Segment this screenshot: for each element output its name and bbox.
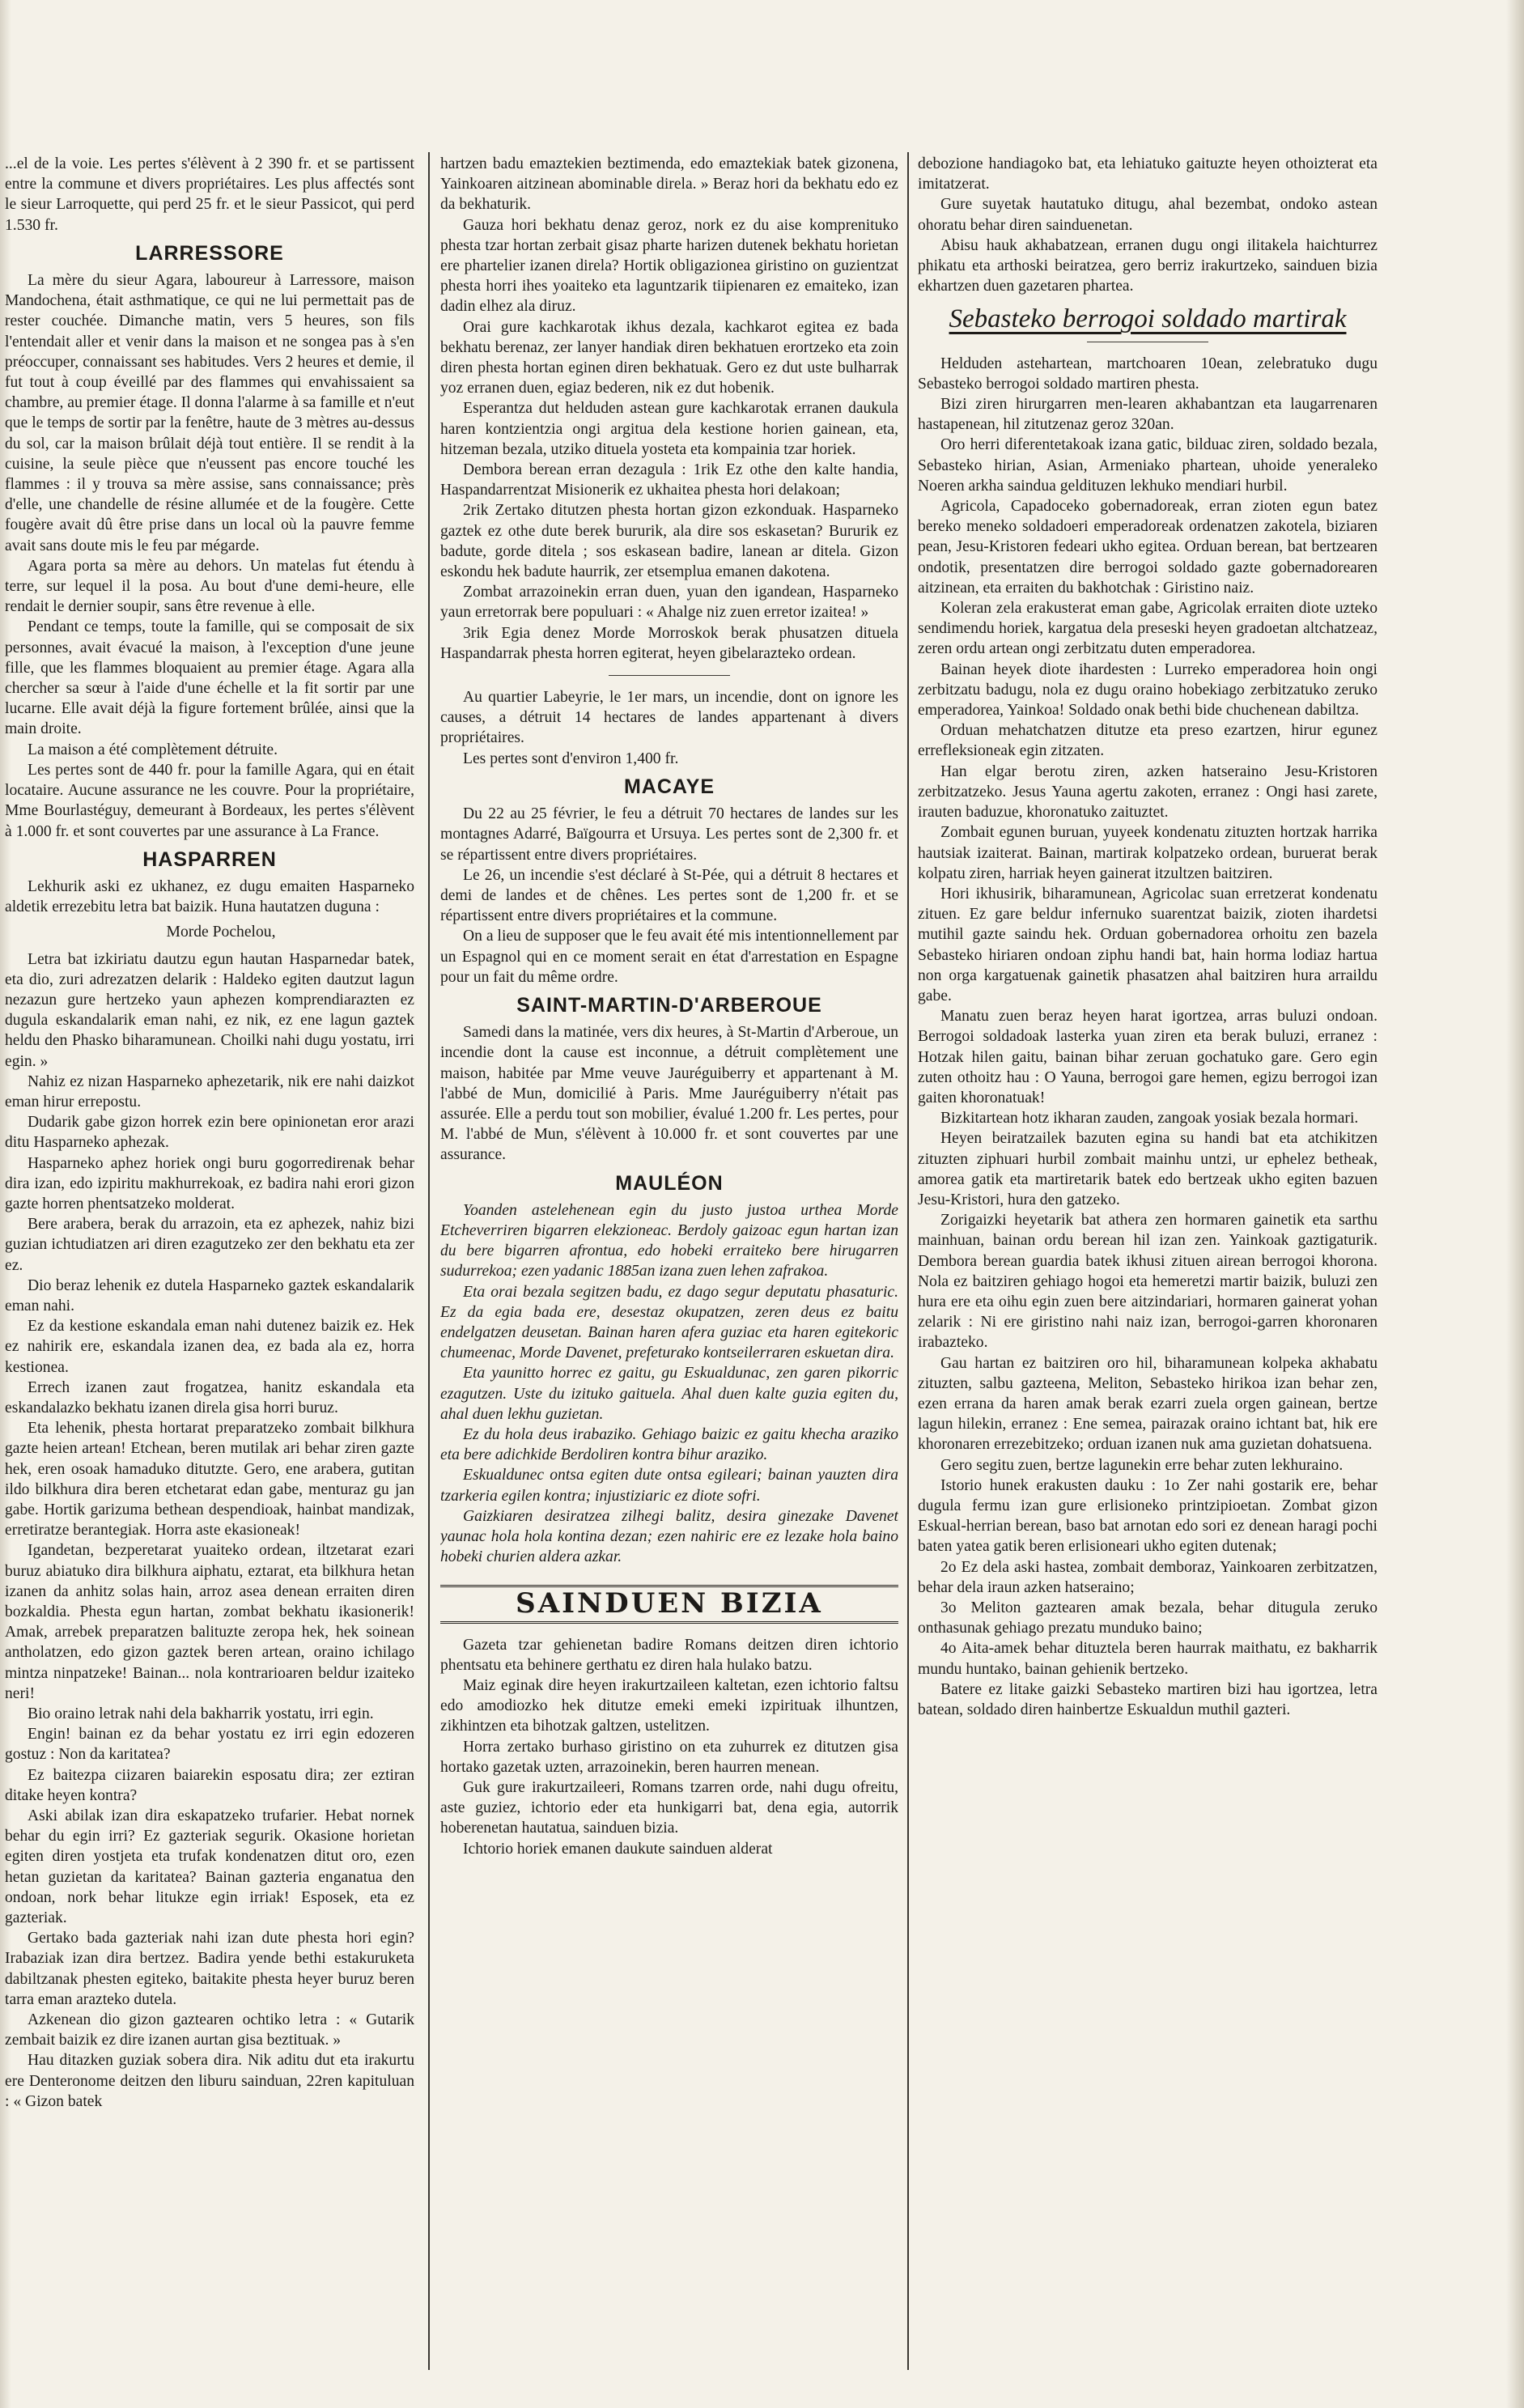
paragraph: Errech izanen zaut frogatzea, hanitz eskandala eta eskandalazko bekhatu izanen direla gisa horri buruz. (5, 1378, 414, 1416)
paragraph: La maison a été complètement détruite. (28, 741, 278, 758)
paragraph: Orai gure kachkarotak ikhus dezala, kachkarot egitea ez bada bekhatu berenaz, zer lanyer handiak diren bekhatuen erortzeko eta zoin diren phesta hortan eginen diren bekhatuak. Gero ez dut uste bulharrak yoz erranen duen, egiaz bederen, nik ez dut hobenik. (440, 318, 898, 397)
paragraph: Hasparneko aphez horiek ongi buru gogorredirenak behar dira izan, edo izpiritu makhurrekoak, ez badira nahi erori gizon gazte horren phentsatzeko molderat. (5, 1154, 414, 1212)
section-heading-mauleon: MAULÉON (615, 1171, 724, 1195)
paragraph: Eta lehenik, phesta hortarat preparatzeko zombait bilkhura gazte heien artean! Etchean, beren mutilak ari behar ziren gazte hek, eren osoak hamaduko ditutzte. Gero, ene arabera, gutitan ildo bilkhura dira beren etchetarat edan gabe, menturaz gu jan gabe. Hortik garizuma bethean despendioak, hainbat mandizak, erretiratze berantegiak. Horra aste ekasioneak! (5, 1420, 414, 1540)
paragraph: Gaizkiaren desiratzea zilhegi balitz, desira ginezake Davenet yaunac hola hola kontina dezan; ezen nahiric ere ez lezake hola baino hobeki churien aldera azkar. (440, 1507, 898, 1566)
paragraph: Hori ikhusirik, biharamunean, Agricolac suan erretzerat kondenatu zituen. Ez gare beldur infernuko suarentzat baizik, zioten ihardetsi mutihil gazte saindu hek. Orduan gobernadorea orhoitu zen bazela Sebasteko hiriaren ondoan ziphu handi bat, hain horma lodiaz hartua non orga kargatuenak gainetik phasatzen ahal baitziren hura arraildu gabe. (918, 885, 1378, 1004)
paragraph: Manatu zuen beraz heyen harat igortzea, arras buluzi ondoan. Berrogoi soldadoak lasterka yuan ziren eta berak buluzi, erranez : Hotzak hilen gaitu, bainan bihar zeruan gochatuko gare. Gero egin zuten othoitz hau : O Yauna, berrogoi gare hemen, egizu berrogoi izan gaiten khoronatuak! (918, 1008, 1378, 1106)
paragraph: Dio beraz lehenik ez dutela Hasparneko gaztek eskandalarik eman nahi. (5, 1276, 414, 1314)
paragraph: 2rik Zertako ditutzen phesta hortan gizon ezkonduak. Hasparneko gaztek ez othe dute berek bururik, ala dire sos eskasetan? Bururik ez badute, gorde ditela ; sos eskasean badire, lanean ar ditela. Gizon eskondu hek badute haurrik, zer etsemplua emanen dakotena. (440, 502, 898, 581)
page-right-edge (1506, 0, 1524, 2408)
paragraph: Le 26, un incendie s'est déclaré à St-Pée, qui a détruit 8 hectares et demi de landes et de chênes. Les pertes sont de 1,200 fr. et se répartissent entre divers propriétaires et la commune. (440, 866, 898, 925)
paragraph: Heyen beiratzailek bazuten egina su handi bat eta atchikitzen zituzten ziphuari hurbil zombait mainhu untzi, ur ephelez betheak, amorea gatik eta martiretarik batek edo bertzeak ukho egiten bazuen Jesu-Kristori, hura den gatzeko. (918, 1130, 1378, 1208)
paragraph: Dudarik gabe gizon horrek ezin bere opinionetan eror arazi ditu Hasparneko aphezak. (5, 1114, 414, 1152)
column-rule-1 (428, 152, 430, 2370)
paragraph: Helduden astehartean, martchoaren 10ean, zelebratuko dugu Sebasteko berrogoi soldado martiren phesta. (918, 355, 1378, 393)
paragraph: Horra zertako burhaso giristino on eta zuhurrek ez ditutzen gisa hortako gazetak uzten, arrazoinekin, beren haurren menean. (440, 1738, 898, 1776)
paragraph: Dembora berean erran dezagula : 1rik Ez othe den kalte handia, Haspandarrentzat Misionerik ez ukhaitea phesta hori delakoan; (440, 461, 898, 499)
paragraph: Ez baitezpa ciizaren baiarekin esposatu dira; zer eztiran ditake heyen kontra? (5, 1766, 414, 1804)
paragraph: Du 22 au 25 février, le feu a détruit 70 hectares de landes sur les montagnes Adarré, Baïgourra et Ursuya. Les pertes sont de 2,300 fr. et se répartissent entre divers propriétaires. (440, 805, 898, 864)
salutation: Morde Pochelou, (166, 924, 276, 941)
paragraph: Hau ditazken guziak sobera dira. Nik aditu dut eta irakurtu ere Denteronome deitzen den liburu sainduan, 22ren kapituluan : « Gizon batek (5, 2052, 414, 2110)
paragraph: Zombait egunen buruan, yuyeek kondenatu zituzten hortzak harrika hautsiak izaiterat. Bainan, martirak kolpatzeko ordean, buruerat berak kolpatu ziren, harriak heyen gainerat itzultzen baitziren. (918, 824, 1378, 882)
paragraph: Ichtorio horiek emanen daukute sainduen alderat (463, 1840, 773, 1858)
column-3 (918, 154, 1378, 2388)
column-1 (5, 154, 414, 2388)
paragraph: Batere ez litake gaizki Sebasteko martiren bizi hau igortzea, letra batean, soldado diren hainbertze Eskualdun muthil gazteri. (918, 1680, 1378, 1719)
paragraph: Engin! bainan ez da behar yostatu ez irri egin edozeren gostuz : Non da karitatea? (5, 1726, 414, 1764)
paragraph: Letra bat izkiriatu dautzu egun hautan Hasparnedar batek, eta dio, zuri adrezatzen delarik : Haldeko egiten dautzut lagun nezazun gure hertzeko yaun aphezen komprendiarazten ez dugula eskandalarik eman nahi, ez nik, ez ene lagun gaztek heldu den Phasko biharamunean. Choilki nahi dugu yostatu, irri egin. » (5, 950, 414, 1070)
paragraph: Koleran zela erakusterat eman gabe, Agricolak erraiten diote uzteko sendimendu horiek, kargatua dela preseski heyen gradoetan altchatzeaz, zeren ordu artean ongi zerbitzatu duten emperadorea. (918, 600, 1378, 658)
paragraph: Bere arabera, berak du arrazoin, eta ez aphezek, nahiz bizi guzian ichtudiatzen ari diren ezagutzeko zer den bekhatu eta zer ez. (5, 1216, 414, 1274)
paragraph: ...el de la voie. Les pertes s'élèvent à 2 390 fr. et se partissent entre la commune et divers propriétaires. Les plus affectés sont le sieur Larroquette, qui perd 25 fr. et le sieur Passicot, qui perd 1.530 fr. (5, 155, 414, 234)
paragraph: Maiz eginak dire heyen irakurtzaileen kaltetan, ezen ichtorio faltsu edo amodiozko hek ditutze emeki emeki izpirituak ilhuntzen, zikhintzen eta bihotzak galtzen, ustelitzen. (440, 1677, 898, 1735)
paragraph: hartzen badu emaztekien beztimenda, edo emaztekiak batek gizonena, Yainkoaren aitzinean abominable direla. » Beraz hori da bekhatu edo ez da bekhaturik. (440, 155, 898, 214)
paragraph: Agricola, Capadoceko gobernadoreak, erran zioten egun batez bereko meneko soldadoeri emperadoreak ordenatzen zakotela, biziaren pean, Jesu-Kristoren fedeari ukho egitea. Orduan berean, bat bertzearen ondotik, presentatzen dire berrogoi soldado gazte gobernadorearen aitzinean, eta erraiten du bakhotchak : Giristino naiz. (918, 498, 1378, 597)
paragraph: Gau hartan ez baitziren oro hil, biharamunean kolpeka akhabatu zituzten, salbu gazteena, Meliton, Sebasteko hirikoa izan behar zen, ezen errana da haren amak berak ezarri zuela orgen gainean, bertze lagun hilekin, erranez : Ene semea, pairazak oraino ichtant bat, hik ere khoronaren errezebitzeko; orduan izanen nuk ama guzietan dohatsuena. (918, 1354, 1378, 1454)
paragraph: Aski abilak izan dira eskapatzeko trufarier. Hebat nornek behar du egin irri? Ez gazteriak segurik. Okasione horietan egiten diren yostjeta eta trufak kondenatzen ditut oro, ezen hetan guzietan da karitatea? Bainan gazteria enganatua den ondoan, nork behar litukze egin irriak! Esposek, eta ez gazteriak. (5, 1807, 414, 1927)
section-heading-larressore: LARRESSORE (135, 241, 284, 265)
paragraph: debozione handiagoko bat, eta lehiatuko gaituzte heyen othoizterat eta imitatzerat. (918, 155, 1378, 193)
paragraph: Bizkitartean hotz ikharan zauden, zangoak yosiak bezala hormari. (940, 1110, 1359, 1128)
paragraph: Lekhurik aski ez ukhanez, ez dugu emaiten Hasparneko aldetik errezebitu letra bat baizik. Huna hautatzen duguna : (5, 877, 414, 916)
paragraph: Zombat arrazoinekin erran duen, yuan den igandean, Hasparneko yaun erretorrak bere populuari : « Ahalge niz zuen erretor izaitea! » (440, 584, 898, 622)
paragraph: Gero segitu zuen, bertze lagunekin erre behar zuten lekhuraino. (940, 1456, 1344, 1474)
paragraph: Ez da kestione eskandala eman nahi dutenez baizik ez. Hek ez nahirik ere, eskandala izanen dea, ez bada ala ez, horra kestionea. (5, 1318, 414, 1376)
paragraph: Samedi dans la matinée, vers dix heures, à St-Martin d'Arberoue, un incendie dont la cause est inconnue, a détruit complètement une maison, habitée par Mme veuve Jauréguiberry et appartenant à M. l'abbé de Mun, domicilié à Paris. Mme Jauréguiberry n'était pas assurée. Elle a perdu tout son mobilier, évalué 1.200 fr. Les pertes, pour M. l'abbé de Mun, s'élèvent à 10.000 fr. et sont couvertes par une assurance. (440, 1024, 898, 1164)
paragraph: Han elgar berotu ziren, azken hatseraino Jesu-Kristoren zerbitzatzeko. Jesus Yauna agertu zakoten, erranez : Ongi hasi zarete, irauten baduzue, khoronatuko zaituztet. (918, 762, 1378, 822)
paragraph: Zorigaizki heyetarik bat athera zen hormaren gainetik eta sarthu mainhuan, bainan ordu berean hil izan zen. Yainkoak gaztigaturik. Dembora berean guardia batek ikhusi zituen airean berrogoi khorona. Nola ez baitziren gehiago hogoi eta hemeretzi martir baizik, buluzi zen hura ere eta oihu egin zuen bere aitzindariari, hormaren gainerat yohan zelarik : Ni ere giristino nahi naiz izan, berrogoi-garren khoronaren irabazteko. (918, 1212, 1378, 1352)
paragraph: 4o Aita-amek behar dituztela beren haurrak maithatu, ez bakharrik mundu huntako, bainan gehienik bertzeko. (918, 1640, 1378, 1678)
paragraph: 3rik Egia denez Morde Morroskok berak phusatzen dituela Haspandarrak phesta horren egiterat, heyen gibelarazteko ordean. (440, 624, 898, 662)
paragraph: Gauza hori bekhatu denaz geroz, nork ez du aise komprenituko phesta tzar hortan zerbait gisaz pharte harizen dutenek bekhatu horietan ere phartelier izanen direla? Hortik obligazionea giristino on guzientzat phesta horri ihes yoaiteko eta laguntzarik tiipienaren ez emaiteko, izan dadin elhez ala diruz. (440, 216, 898, 316)
section-heading-macaye: MACAYE (623, 775, 715, 798)
paragraph: Gure suyetak hautatuko ditugu, ahal bezembat, ondoko astean ohoratu behar diren sainduenetan. (918, 196, 1378, 234)
paragraph: Bio oraino letrak nahi dela bakharrik yostatu, irri egin. (28, 1705, 374, 1723)
paragraph: Bainan heyek diote ihardesten : Lurreko emperadorea hoin ongi zerbitzatu badugu, nola ez dugu oraino hobekiago zerbitzatuko zeruko emperadorea, Yainkoa! Soldado onak bethi bide chuchenean dabiltza. (918, 660, 1378, 720)
paragraph: Abisu hauk akhabatzean, erranen dugu ongi ilitakela haichturrez phikatu eta arthoski beiratzea, gero berriz irakurtzeko, sainduen bizia ekhartzen duen gazetaren phartea. (918, 236, 1378, 295)
paragraph: Les pertes sont de 440 fr. pour la famille Agara, qui en était locataire. Aucune assurance ne les couvre. Pour la propriétaire, Mme Bourlastéguy, demeurant à Bordeaux, les pertes s'élèvent à 1.000 fr. et sont couvertes par une assurance à La France. (5, 761, 414, 840)
paragraph: Istorio hunek erakusten dauku : 1o Zer nahi gostarik ere, behar dugula fermu izan gure erlisioneko printzipioetan. Zombat gizon Eskual-herrian berean, baso bat arnotan edo sori ez denean haragi pochi baten yatea gatik beren erlisioneari ukho egiten dutenak; (918, 1476, 1378, 1556)
paragraph: Gazeta tzar gehienetan badire Romans deitzen diren ichtorio phentsatu eta behinere gerthatu ez diren hala hulako batzu. (440, 1636, 898, 1674)
paragraph: Au quartier Labeyrie, le 1er mars, un incendie, dont on ignore les causes, a détruit 14 hectares de landes appartenant à divers propriétaires. (440, 689, 898, 747)
paragraph: Yoanden astelehenean egin du justo justoa urthea Morde Etcheverriren bigarren elekzioneac. Berdoly gaizoac egun hartan izan du bere bigarren afrontua, edo hobeki erraiteko bere hirugarren sudurrekoa; ezen yadanic 1885an izana zuen lehen zafrakoa. (440, 1201, 898, 1280)
column-2 (440, 154, 898, 2388)
paragraph: Agara porta sa mère au dehors. Un matelas fut étendu à terre, sur lequel il la posa. Au bout d'une demi-heure, elle rendait le dernier soupir, sans être revenue à elle. (5, 557, 414, 616)
paragraph: Eskualdunec ontsa egiten dute ontsa egileari; bainan yauzten dira tzarkeria egilen kontra; injustiziaric ez diote sofri. (440, 1467, 898, 1505)
paragraph: Ez du hola deus irabaziko. Gehiago baizic ez gaitu khecha araziko eta bere adichkide Berdoliren kontra bihur araziko. (440, 1425, 898, 1464)
paragraph: 3o Meliton gaztearen amak bezala, behar ditugula zeruko onthasunak gehiago prezatu munduko baino; (918, 1599, 1378, 1637)
paragraph: Eta orai bezala segitzen badu, ez dago segur deputatu phasaturic. Ez da egia bada ere, desestaz okupatzen, zeren deus ez baitu endelgatzen deusetan. Bainan haren afera guziac eta haren egitekoric chumeenac, Morde Davenet, prefeturako kontseilerraren eskuetan dira. (440, 1283, 898, 1362)
separator (609, 675, 730, 676)
paragraph: Pendant ce temps, toute la famille, qui se composait de six personnes, avait évacué la maison, à l'exception d'une jeune fille, que les flammes bloquaient au premier étage. Agara alla chercher sa sœur à l'aide d'une échelle et la fit sortir par une lucarne. Elle avait déjà la figure fortement brûlée, ainsi que la main droite. (5, 618, 414, 738)
section-heading-hasparren: HASPARREN (142, 847, 277, 871)
paragraph: Eta yaunitto horrec ez gaitu, gu Eskualdunac, zen garen pikorric ezagutzen. Uste du izituko gaituela. Ahal duen kalte guzia egiten du, ahal duen lekhu guzietan. (440, 1365, 898, 1423)
paragraph: Oro herri diferentetakoak izana gatic, bilduac ziren, soldado bezala, Sebasteko hirian, Asian, Armeniako phartean, uhoide yeneraleko Noeren arkha saindua geldituzen lekhuko mendiari hurbil. (918, 436, 1378, 495)
paragraph: La mère du sieur Agara, laboureur à Larressore, maison Mandochena, était asthmatique, ce qui ne lui permettait pas de rester couchée. Dimanche matin, vers 5 heures, son fils l'entendait aller et venir dans la maison et ne songea pas à s'en préoccuper, connaissant ses habitudes. Vers 2 heures et demie, il fut tout à coup éveillé par des flammes qui envahissaient sa chambre, au premier étage. Il donna l'alarme à sa famille et n'eut que le temps de sortir par la fenêtre, haute de 3 mètres au-dessus du sol, car la maison brûlait déjà tout entière. Il se rendit à la cuisine, la seule pièce que n'eussent pas encore touché les flammes : il y trouva sa mère assise, sans connaissance; près d'elle, une chandelle de résine allumée et de la fougère. Cette fougère avait dû être prise dans un local où la pauvre femme avait sans doute mis le feu par mégarde. (5, 272, 414, 554)
paragraph: Azkenean dio gizon gaztearen ochtiko letra : « Gutarik zembait baizik ez dire izanen aurtan gisa beztituak. » (5, 2011, 414, 2049)
section-heading-saint-martin: SAINT-MARTIN-D'ARBEROUE (516, 993, 822, 1017)
paragraph: On a lieu de supposer que le feu avait été mis intentionnellement par un Espagnol qui en ce moment serait en état d'arrestation en Espagne pour un fait du même ordre. (440, 928, 898, 986)
paragraph: Esperantza dut helduden astean gure kachkarotak erranen daukula haren kontzientzia ongi argitua dela kestione horien gainean, eta, hitzeman bezala, utziko dituela yosteta eta kompainia tzar horiek. (440, 400, 898, 458)
paragraph: Bizi ziren hirurgarren men-learen akhabantzan eta laugarrenaren hastapenean, hil zitutzenaz geroz 320an. (918, 396, 1378, 434)
paragraph: 2o Ez dela aski hastea, zombait demboraz, Yainkoaren zerbitzatzen, behar dela iraun azken hatseraino; (918, 1558, 1378, 1596)
article-title-sebasteko: Sebasteko berrogoi soldado martirak (949, 304, 1347, 334)
paragraph: Igandetan, bezperetarat yuaiteko ordean, iltzetarat ezari buruz abiatuko dira bilkhura aiphatu, eztarat, eta bilkhura hetan izanen da anhitz solas hain, arroz asea denean erraiten diren bozkaldia. Phesta egun hartan, zombat bekhatu ikasionerik! Amak, arrebek preparatzen balituzte zeropa hek, hek soinean antholatzen, edo gizon gaztek beren artean, oraino ichilago mintza ninpatzeke! Bainan... nola kontrarioaren beldur izaiteko neri! (5, 1542, 414, 1702)
column-rule-2 (907, 152, 909, 2370)
paragraph: Les pertes sont d'environ 1,400 fr. (463, 750, 679, 767)
section-banner-sainduen-bizia: SAINDUEN BIZIA (440, 1585, 898, 1623)
paragraph: Gertako bada gazteriak nahi izan dute phesta hori egin? Irabaziak izan dira bertzez. Badira yende bethi estakuruketa dabiltzanak phesten egiteko, baitakite phesta heyer buruz beren tarra eman arazteko dutela. (5, 1930, 414, 2008)
paragraph: Nahiz ez nizan Hasparneko aphezetarik, nik ere nahi daizkot eman hirur errepostu. (5, 1072, 414, 1111)
paragraph: Orduan mehatchatzen ditutze eta preso ezartzen, hirur egunez errefleksioneak egin zitzaten. (918, 722, 1378, 760)
paragraph: Guk gure irakurtzaileeri, Romans tzarren orde, nahi dugu ofreitu, aste guziez, ichtorio eder eta hunkigarri bat, dena egia, autorrik hoberenetan hautatua, sainduen bizia. (440, 1779, 898, 1837)
